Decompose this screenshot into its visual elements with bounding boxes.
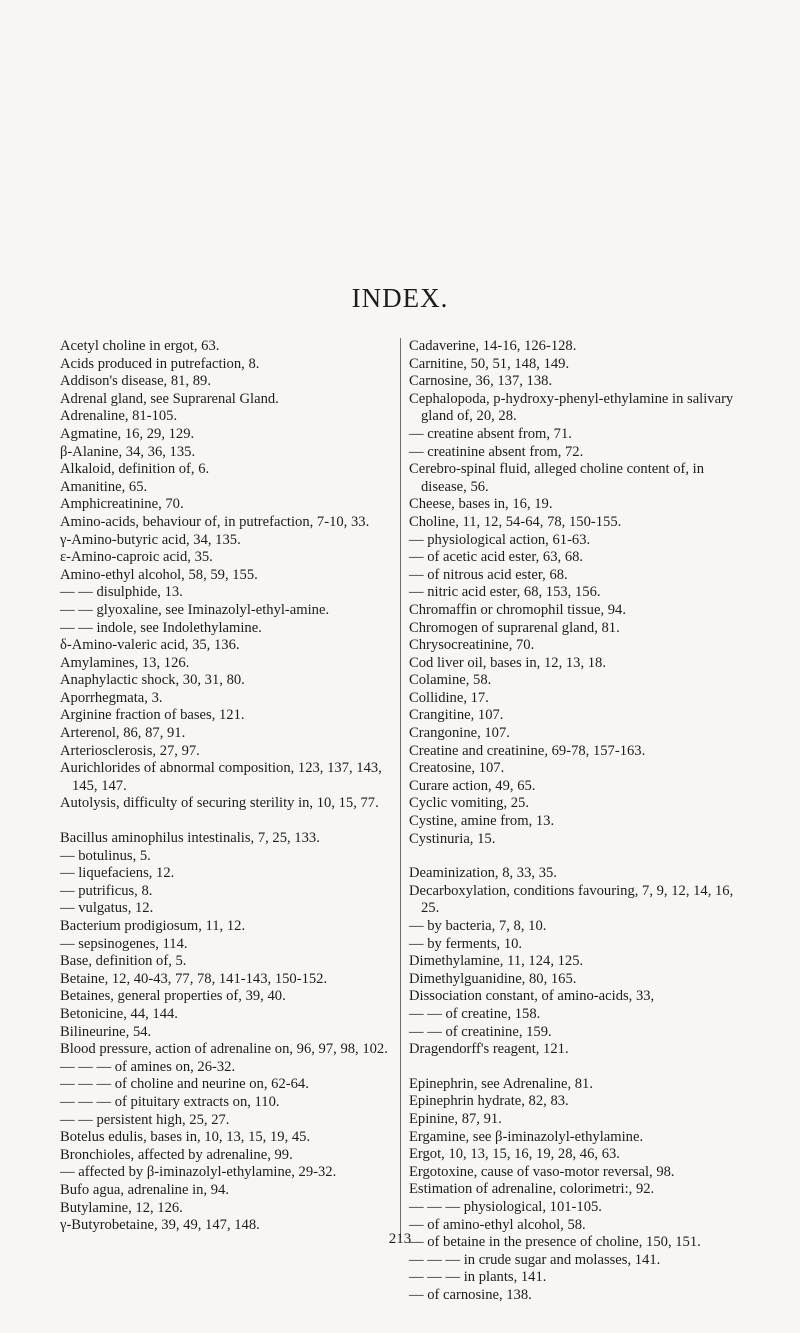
index-entry: Amino-ethyl alcohol, 58, 59, 155. — [60, 566, 258, 583]
index-entry: Aporrhegmata, 3. — [60, 689, 163, 706]
index-entry: Blood pressure, action of adrenaline on, 96, 97, 98, 102. — [60, 1041, 388, 1058]
index-entry: Collidine, 17. — [409, 689, 489, 706]
index-entry: γ-Amino-butyric acid, 34, 135. — [60, 531, 241, 548]
index-entry: γ-Butyrobetaine, 39, 49, 147, 148. — [60, 1217, 260, 1234]
index-entry: Arginine fraction of bases, 121. — [60, 707, 245, 724]
index-entry: Betaine, 12, 40-43, 77, 78, 141-143, 150-152. — [60, 970, 328, 987]
index-entry: Chrysocreatinine, 70. — [409, 637, 535, 654]
index-entry: Dragendorff's reagent, 121. — [409, 1041, 569, 1058]
index-entry: — — — in crude sugar and molasses, 141. — [409, 1251, 661, 1268]
index-entry: Crangitine, 107. — [409, 707, 504, 724]
index-entry: Cerebro-spinal fluid, alleged choline content of, in disease, 56. — [409, 461, 705, 495]
index-entry: Epinephrin hydrate, 82, 83. — [409, 1093, 569, 1110]
index-entry: δ-Amino-valeric acid, 35, 136. — [60, 637, 240, 654]
index-entry: Aurichlorides of abnormal composition, 123, 137, 143, 145, 147. — [60, 760, 382, 794]
index-entry: Adrenaline, 81-105. — [60, 408, 178, 425]
index-entry: Ergotoxine, cause of vaso-motor reversal, 98. — [409, 1163, 675, 1180]
index-entry: Dimethylamine, 11, 124, 125. — [409, 953, 584, 970]
index-entry: Betaines, general properties of, 39, 40. — [60, 988, 286, 1005]
index-entry: Epinine, 87, 91. — [409, 1110, 502, 1127]
index-entry: — — — of pituitary extracts on, 110. — [60, 1093, 280, 1110]
index-entry: Bilineurine, 54. — [60, 1023, 152, 1040]
index-entry: Chromogen of suprarenal gland, 81. — [409, 619, 620, 636]
index-entry: Curare action, 49, 65. — [409, 777, 536, 794]
index-entry: — nitric acid ester, 68, 153, 156. — [409, 584, 601, 601]
index-entry: Ergot, 10, 13, 15, 16, 19, 28, 46, 63. — [409, 1146, 620, 1163]
index-entry: Dimethylguanidine, 80, 165. — [409, 970, 577, 987]
section-gap — [60, 813, 400, 830]
index-entry: Epinephrin, see Adrenaline, 81. — [409, 1075, 593, 1092]
index-entry: Acetyl choline in ergot, 63. — [60, 338, 220, 354]
index-entry: Acids produced in putrefaction, 8. — [60, 355, 260, 372]
index-entry: — of amino-ethyl alcohol, 58. — [409, 1216, 586, 1233]
column-divider — [400, 338, 401, 1238]
index-column-left — [60, 338, 400, 1235]
index-entry: Arteriosclerosis, 27, 97. — [60, 742, 200, 759]
index-entry: Carnitine, 50, 51, 148, 149. — [409, 355, 570, 372]
page-number: 213 — [388, 1231, 412, 1247]
index-entry: Cyclic vomiting, 25. — [409, 795, 529, 812]
index-entry: Amphicreatinine, 70. — [60, 496, 184, 513]
index-entry: Ergamine, see β-iminazolyl-ethylamine. — [409, 1128, 644, 1145]
index-entry: Creatosine, 107. — [409, 760, 505, 777]
index-entry: Arterenol, 86, 87, 91. — [60, 725, 186, 742]
index-entry: Addison's disease, 81, 89. — [60, 373, 211, 390]
index-entry: — of betaine in the presence of choline, 150, 151. — [409, 1234, 701, 1251]
index-entry: — — indole, see Indolethylamine. — [60, 619, 262, 636]
index-entry: — — disulphide, 13. — [60, 584, 183, 601]
index-entry: — of acetic acid ester, 63, 68. — [409, 549, 584, 566]
index-entry: — — of creatinine, 159. — [409, 1023, 552, 1040]
index-entry: — sepsinogenes, 114. — [60, 935, 188, 952]
index-entry: Colamine, 58. — [409, 672, 492, 689]
index-entry: Deaminization, 8, 33, 35. — [409, 865, 557, 882]
index-entry: Butylamine, 12, 126. — [60, 1199, 183, 1216]
index-entry: Cystine, amine from, 13. — [409, 813, 555, 830]
index-entry: Decarboxylation, conditions favouring, 7, 9, 12, 14, 16, 25. — [409, 882, 734, 917]
index-entry: β-Alanine, 34, 36, 135. — [60, 443, 196, 460]
index-entry: Anaphylactic shock, 30, 31, 80. — [60, 672, 245, 689]
index-entry: — creatinine absent from, 72. — [409, 443, 584, 460]
index-entry: Amylamines, 13, 126. — [60, 654, 190, 671]
page-title: INDEX. — [351, 283, 449, 313]
index-entry: Cephalopoda, p-hydroxy-phenyl-ethylamine in salivary gland of, 20, 28. — [409, 390, 734, 425]
index-entry: — affected by β-iminazolyl-ethylamine, 29-32. — [60, 1164, 337, 1181]
index-entry: — by bacteria, 7, 8, 10. — [409, 918, 547, 934]
index-entry: Choline, 11, 12, 54-64, 78, 150-155. — [409, 513, 622, 530]
index-entry: Betonicine, 44, 144. — [60, 1005, 178, 1022]
section-gap — [409, 1059, 749, 1076]
index-entry: — vulgatus, 12. — [60, 900, 154, 917]
index-entry: Creatine and creatinine, 69-78, 157-163. — [409, 742, 646, 759]
index-entry: Amanitine, 65. — [60, 478, 148, 495]
index-entry: — — — of choline and neurine on, 62-64. — [60, 1076, 309, 1093]
index-entry: — liquefaciens, 12. — [60, 865, 175, 882]
index-entry: Cod liver oil, bases in, 12, 13, 18. — [409, 654, 607, 671]
index-entry: — creatine absent from, 71. — [409, 425, 572, 442]
index-entry: — physiological action, 61-63. — [409, 531, 591, 548]
index-entry: Autolysis, difficulty of securing sterility in, 10, 15, 77. — [60, 795, 379, 812]
index-entry: — of nitrous acid ester, 68. — [409, 566, 568, 583]
index-entry: Alkaloid, definition of, 6. — [60, 461, 210, 478]
index-entry: — by ferments, 10. — [409, 935, 523, 952]
index-entry: ε-Amino-caproic acid, 35. — [60, 549, 213, 566]
index-entry: Cheese, bases in, 16, 19. — [409, 496, 553, 513]
index-entry: — — — in plants, 141. — [409, 1269, 547, 1286]
index-column-right — [409, 338, 749, 1304]
index-entry: Carnosine, 36, 137, 138. — [409, 373, 553, 390]
index-entry: Bacterium prodigiosum, 11, 12. — [60, 918, 246, 934]
index-entry: Chromaffin or chromophil tissue, 94. — [409, 601, 626, 618]
index-entry: — botulinus, 5. — [60, 847, 151, 864]
index-entry: Cadaverine, 14-16, 126-128. — [409, 338, 577, 354]
index-entry: Dissociation constant, of amino-acids, 33, — [409, 988, 655, 1005]
index-entry: — — glyoxaline, see Iminazolyl-ethyl-amine. — [60, 601, 330, 618]
index-entry: — — — physiological, 101-105. — [409, 1198, 602, 1215]
index-entry: Botelus edulis, bases in, 10, 13, 15, 19, 45. — [60, 1129, 311, 1146]
index-entry: — of carnosine, 138. — [409, 1286, 532, 1303]
index-entry: — — — of amines on, 26-32. — [60, 1058, 236, 1075]
index-entry: Estimation of adrenaline, colorimetri:, 92. — [409, 1181, 655, 1198]
index-entry: Cystinuria, 15. — [409, 830, 496, 847]
index-entry: Agmatine, 16, 29, 129. — [60, 425, 195, 442]
index-entry: Bacillus aminophilus intestinalis, 7, 25, 133. — [60, 830, 320, 847]
index-entry: — — of creatine, 158. — [409, 1005, 541, 1022]
index-entry: Crangonine, 107. — [409, 725, 510, 742]
index-entry: — — persistent high, 25, 27. — [60, 1111, 230, 1128]
index-entry: Amino-acids, behaviour of, in putrefaction, 7-10, 33. — [60, 513, 370, 530]
section-gap — [409, 848, 749, 865]
index-entry: Adrenal gland, see Suprarenal Gland. — [60, 390, 279, 407]
index-entry: Bronchioles, affected by adrenaline, 99. — [60, 1146, 293, 1163]
index-entry: — putrificus, 8. — [60, 882, 153, 899]
index-entry: Bufo agua, adrenaline in, 94. — [60, 1181, 229, 1198]
index-entry: Base, definition of, 5. — [60, 953, 187, 970]
